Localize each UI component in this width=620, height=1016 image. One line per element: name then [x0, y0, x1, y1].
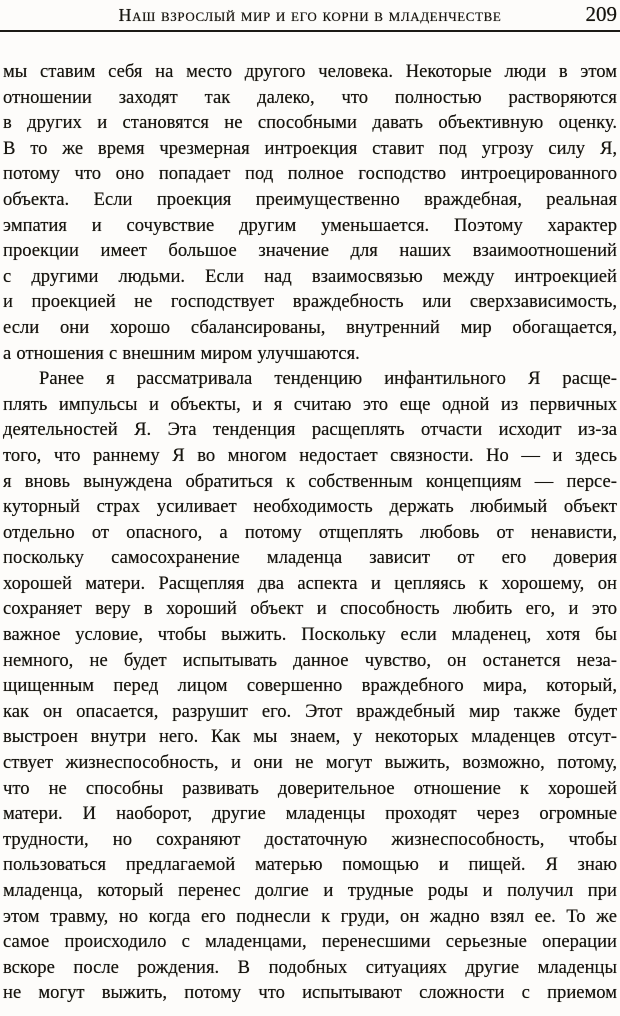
text-line: проекции имеет большое значение для наших взаимоотношений [3, 240, 617, 262]
text-line: матери. И наоборот, другие младенцы проходят через огромные [3, 803, 617, 825]
text-line: младенца, который перенес долгие и трудные роды и получил при [3, 880, 617, 901]
text-line: этом травму, но когда его поднесли к груди, он жадно взял ее. То же [3, 905, 617, 927]
text-line: отдельно от опасного, а потому отщеплять любовь от ненависти, [3, 521, 617, 543]
paragraph [3, 366, 617, 1006]
text-line: куторный страх усиливает необходимость держать любимый объект [3, 496, 617, 518]
text-line: выстроен внутри него. Как мы знаем, у некоторых младенцев отсут- [3, 726, 617, 748]
paragraph [3, 59, 617, 366]
text-line: важное условие, чтобы выжить. Поскольку если младенец, хотя бы [3, 624, 617, 646]
text-line: Ранее я рассматривала тенденцию инфантильного Я расще- [39, 368, 617, 390]
text-line: что не способны развивать доверительное отношение к хорошей [3, 777, 617, 799]
text-line: и проекцией не господствует враждебность или сверхзависимость, [3, 291, 617, 313]
text-line: мы ставим себя на место другого человека. Некоторые люди в этом [3, 61, 617, 82]
text-line: поскольку самосохранение младенца зависит от его доверия [3, 547, 617, 569]
text-line: потому что оно попадает под полное господство интроецированного [3, 163, 617, 185]
text-block [0, 32, 620, 1006]
text-line: деятельностей Я. Эта тенденция расщеплять отчасти исходит из-за [3, 419, 617, 441]
running-title: Наш взрослый мир и его корни в младенчестве [118, 5, 502, 25]
page-number: 209 [578, 2, 618, 26]
text-line: а отношения с внешним миром улучшаются. [3, 342, 360, 364]
text-line: хорошей матери. Расщепляя два аспекта и цепляясь к хорошему, он [3, 572, 617, 594]
text-line: вскоре после рождения. В подобных ситуациях другие младенцы [3, 956, 617, 978]
text-line: не могут выжить, потому что испытывают сложности с приемом [3, 982, 617, 1004]
text-line: немного, не будет испытывать данное чувство, он останется неза- [3, 649, 617, 671]
text-line: В то же время чрезмерная интроекция ставит под угрозу силу Я, [3, 137, 617, 159]
text-line: эмпатия и сочувствие другим уменьшается. Поэтому характер [3, 214, 617, 236]
text-line: сохраняет веру в хороший объект и способность любить его, и это [3, 598, 617, 620]
text-line: если они хорошо сбалансированы, внутренний мир обогащается, [3, 316, 617, 338]
text-line: того, что раннему Я во многом недостает связности. Но — и здесь [3, 444, 617, 466]
text-line: пользоваться предлагаемой матерью помощью и пищей. Я знаю [3, 854, 617, 876]
text-line: как он опасается, разрушит его. Этот враждебный мир также будет [3, 700, 617, 722]
text-line: отношении заходят так далеко, что полностью растворяются [3, 86, 617, 108]
text-line: с другими людьми. Если над взаимосвязью между интроекцией [3, 265, 617, 287]
text-line: плять импульсы и объекты, и я считаю это еще одной из первичных [3, 393, 617, 415]
text-line: щищенным перед лицом совершенно враждебного мира, который, [3, 675, 617, 697]
text-line: трудности, но сохраняют достаточную жизнеспособность, чтобы [3, 828, 617, 850]
text-line: в других и становятся не способными давать объективную оценку. [3, 112, 617, 134]
text-line: самое происходило с младенцами, перенесшими серьезные операции [3, 931, 617, 953]
text-line: ствует жизнеспособность, и они не могут выжить, возможно, потому, [3, 752, 617, 774]
text-line: я вновь вынуждена обратиться к собственным концепциям — персе- [3, 470, 617, 492]
page-header [0, 0, 620, 29]
text-line: объекта. Если проекция преимущественно враждебная, реальная [3, 188, 617, 210]
